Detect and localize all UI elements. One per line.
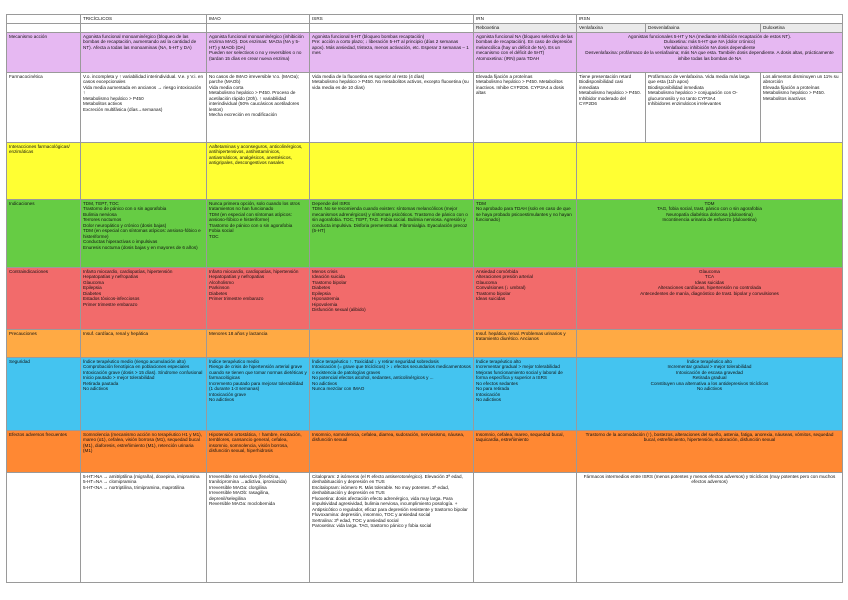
cell-text: Los alimentos disminuyen un 11% su absorción <box>763 73 839 84</box>
row-label-precauciones: Precauciones <box>7 329 81 357</box>
cell-text: Trastorno bipolar <box>312 279 347 285</box>
cell-text: Irreversible no selectivo (fenelzina, tranilcipromina →adictiva, iproniazida) <box>209 473 287 484</box>
table-row <box>7 199 843 267</box>
cell-irsn <box>577 329 843 357</box>
cell-text: Mecha excreción en modificación <box>209 112 277 117</box>
cell-text: No adictivos <box>696 386 723 391</box>
cell-text: Inicio pautado > mejor tolerabilidad <box>83 375 155 380</box>
cell-text: Ideas suicidas <box>694 279 725 285</box>
cell-text: Intoxicación grave (dosis > 15 días). Síndrome confusional <box>83 369 203 375</box>
table-row <box>7 329 843 357</box>
header-triciclicos: TRICÍCLICOS <box>81 15 207 24</box>
cell-triciclicos <box>81 472 207 582</box>
cell-text: Fobia social <box>209 228 234 233</box>
cell-text: Índice terapéutico medio (riesgo acumulación alto) <box>83 358 186 364</box>
row-label-farmacocinetica: Farmacocinética <box>7 72 81 142</box>
cell-desvenlafaxina <box>646 72 761 142</box>
cell-venlafaxina <box>577 72 646 142</box>
cell-text: Profármaco de venlafaxina. Vida media más larga que esta (11h apox) <box>648 73 750 84</box>
cell-text: Hipotensión ortostática, ↑ hambre, excitación, temblores, cansancio general, cefalea, insomnio, somnolencia, visión borrosa, disfunción sexual, hiperhidrosis <box>209 431 302 453</box>
cell-imao <box>207 199 310 267</box>
cell-text: No potencial efectos alcohol, sedantes, anticolinérgicos y ... <box>312 375 434 380</box>
cell-text: TCA <box>704 274 715 279</box>
cell-text: 5-HT<NA → nortriptilina, trimipramina, maprotilina <box>83 484 185 490</box>
cell-text: No efectos sedantes <box>476 380 518 386</box>
cell-text: No adictivos <box>312 380 338 386</box>
table-row <box>7 32 843 72</box>
cell-text: Elevada fijación a proteínas <box>763 84 820 90</box>
cell-triciclicos <box>81 357 207 430</box>
cell-text: Fluvoxamina: depresión, insomnio, TOC y ansiedad social <box>312 512 431 517</box>
cell-text: Insuf. cardíaca, renal y hepática <box>83 330 149 336</box>
cell-irsn <box>577 472 843 582</box>
cell-text: No adictivos <box>209 397 235 402</box>
cell-text: Pueden ser selectivos o no y reversibles o no (tardan 15 días en crear nueva enzima) <box>209 50 302 61</box>
cell-text: Trastorno bipolar <box>476 290 511 296</box>
table-row <box>7 142 843 199</box>
cell-text: Vida media de la fluoxetina es superior al resto (4 días) <box>312 73 425 79</box>
subheader-reboxetina: Reboxetina <box>474 24 577 33</box>
cell-text: Citalopram: 2 isómeros (el R efecto antiserotonérgico). Elevación 3ª edad, deshabituación y depresión en TUS <box>312 473 463 484</box>
row-label-efectos: Efectos adversos frecuentes <box>7 430 81 472</box>
cell-text: Disfunción sexual (alibido) <box>312 307 366 312</box>
cell-text: Trastorno de la acomodación (↑), bostezos, alteraciones del sueño, astenia, fatiga, anorexia, náuseas, vómitos, sequedad bucal, estreñimiento, hipertensión, sudoración, disfunción sexual <box>585 431 834 442</box>
cell-text: Glaucoma <box>699 268 720 274</box>
header-imao: IMAO <box>207 15 310 24</box>
cell-isrs <box>310 142 474 199</box>
cell-text: Insomnio, cefalea, mareo, sequedad bucal, taquicardia, estreñimiento <box>476 431 564 442</box>
cell-text: Agonistas funcionales 5-HT y NA (mediante inhibición recaptación de estos NT). <box>627 33 792 39</box>
cell-text: Nunca primera opción, solo cuando los otros tratamientos no han funcionado <box>209 200 300 211</box>
cell-irn <box>474 72 577 142</box>
cell-text: Primer trimestre embarazo <box>209 296 264 301</box>
header-isrs: ISRS <box>310 15 474 24</box>
cell-text: Intoxicación grave <box>209 391 247 397</box>
cell-text: Metabolitos activos <box>83 101 123 106</box>
cell-text: Atomoxetina: (IRN) para TDAH <box>476 55 540 61</box>
cell-text: TDM (en especial con síntomas atípicos: ansioso-fóbico e histeriforme) <box>83 228 201 239</box>
cell-triciclicos <box>81 72 207 142</box>
cell-text: Ansiedad comórbida <box>476 268 518 274</box>
cell-text: Insuf. hepática, renal. Problemas urinarios y tratamiento diurético. Ancianos <box>476 330 566 341</box>
cell-irn <box>474 357 577 430</box>
header-irsn: IRSN <box>577 15 843 24</box>
cell-text: No adictivos <box>83 386 109 391</box>
cell-text: Pre: acción a corto plazo; ↓ liberación 5-HT al principio (días 2 semanas apox). Más ansiedad, tristeza, menos activación, etc. Esperar 3 semanas – 1 mes <box>312 39 469 55</box>
cell-text: Nunca mezclar con IMAO <box>312 386 365 391</box>
cell-text: TDM (en especial con síntomas atípicos: ansioso-fóbico e histeriforme) <box>209 211 292 222</box>
cell-text: Vida media aumentada en ancianos → riesgo intoxicación ↑ <box>83 84 202 95</box>
cell-triciclicos <box>81 329 207 357</box>
cell-text: Índice terapéutico medio <box>209 358 260 364</box>
cell-text: Metabolismo hepático > conjugación con O-glucuronosilo y no tanto CYP3A4 <box>648 90 738 101</box>
cell-text: Índice terapéutico alto <box>687 358 732 364</box>
cell-text: Incrementar gradual > mejor tolerabilidad <box>667 364 752 369</box>
subheader-blank-2 <box>207 24 310 33</box>
cell-text: TDM <box>476 200 486 206</box>
cell-text: Paroxetina: vida larga. TAG, trastorno pánico y fobia social <box>312 523 432 528</box>
cell-text: Constituyen una alternativa a los antidepresivos tricíclicos <box>650 380 769 386</box>
cell-text: Incontinencia urinaria de esfuerzo (duloxetina) <box>662 217 757 222</box>
cell-text: Alteraciones cardíacas, hipertensión no controlada <box>657 285 762 290</box>
cell-isrs <box>310 72 474 142</box>
table-row <box>7 472 843 582</box>
table-row <box>7 357 843 430</box>
cell-text: Escitalopram: isómero R. Más tolerable. No muy potentes. 3ª edad, deshabituación y depresión en TUS <box>312 484 450 495</box>
cell-text: Epilepsia <box>312 290 331 296</box>
cell-text: Estados tóxicos-infecciosos <box>83 296 140 301</box>
cell-text: Aaftetaminas y aconseguros, anticolinérgicos, antihipertensivos, antihistamínicos, antiasmáticos, analgésicos, anestésicos, antigripales, descongestivos nasales <box>209 143 303 165</box>
cell-text: TAG, fobia social, trast. pánico con o sin agorafobia <box>657 206 762 211</box>
cell-isrs <box>310 329 474 357</box>
cell-irn <box>474 142 577 199</box>
cell-text: Metabolismo hepático > P450. Inhibidor moderado del CYP2D6 <box>579 90 641 106</box>
cell-imao <box>207 472 310 582</box>
cell-irn <box>474 199 577 267</box>
cell-text: Metabolismo hepático > P450 <box>83 95 144 101</box>
cell-text: Neuropatía diabética dolorosa (duloxetina) <box>666 211 753 217</box>
cell-text: Infarto miocardio, cardiopatías, hipertensión <box>209 268 299 274</box>
cell-triciclicos <box>81 430 207 472</box>
cell-text: Hepatopatías y nefropatías <box>209 274 265 279</box>
cell-irn <box>474 267 577 329</box>
subheader-desvenlafaxina: Desvenlafaxina <box>646 24 761 33</box>
cell-irn <box>474 32 577 72</box>
cell-text: No adictivos <box>476 397 502 402</box>
cell-text: Diabetes <box>83 290 102 296</box>
cell-irn <box>474 472 577 582</box>
cell-text: Alteraciones presión arterial <box>476 274 533 279</box>
cell-imao <box>207 142 310 199</box>
cell-triciclicos <box>81 267 207 329</box>
cell-text: TOC <box>209 233 219 239</box>
antidepressants-table <box>6 14 843 583</box>
cell-text: TDM <box>704 200 715 206</box>
cell-irsn <box>577 32 843 72</box>
cell-text: Convulsiones (↓ umbral) <box>476 285 526 290</box>
cell-triciclicos <box>81 142 207 199</box>
cell-text: Antecedentes de manía, diagnóstico de trast. bipolar y convulsiones <box>640 290 779 296</box>
cell-text: 5-HT>NA → amitriptilina (migraña), doxepina, imipramina <box>83 473 200 479</box>
cell-text: Enuresis nocturna (dosis bajas y en mayores de 6 años) <box>83 244 198 250</box>
row-label-contraindicaciones: Contraindicaciones <box>7 267 81 329</box>
cell-text: Diabetes <box>312 285 331 290</box>
cell-text: Índice terapéutico alto <box>476 358 521 364</box>
cell-text: Metabolismo hepático > P450. Proceso de acetilación rápido (20h). ↑ variabilidad interindividual (50% caucásicos acetiladores lentos) <box>209 90 300 112</box>
cell-text: Diabetes <box>209 290 228 296</box>
cell-irn <box>474 329 577 357</box>
cell-triciclicos <box>81 199 207 267</box>
cell-text: Riesgo de crisis de hipertensión arterial grave cuando se tienen que tomar normas dietéticas y farmacológicas <box>209 364 307 380</box>
cell-imao <box>207 329 310 357</box>
cell-text: No casos de IMAO irreversible V.o. (MAOa); parche (MAOb) <box>209 73 299 84</box>
row-label-indicaciones: Indicaciones <box>7 199 81 267</box>
cell-text: Trastorno de pánico con o sin agorafobia <box>209 222 293 228</box>
cell-text: Intoxicación (= grave que tricíclicos) > ↓ efectos secundarios medicamentosos o existencia de patologías graves <box>312 364 471 375</box>
subheader-blank-1 <box>81 24 207 33</box>
cell-imao <box>207 357 310 430</box>
cell-text: Glaucoma <box>476 279 497 285</box>
subheader-empty <box>7 24 81 33</box>
cell-text: Sertralina: 3ª edad, TOC y ansiedad social <box>312 517 399 523</box>
cell-text: Agonista funcional NA (bloqueo selectivo de las bombas de recaptación). En caso de depresión melancólica (hay un déficit de NA). Es un mecanismo con el déficit de 5HT) <box>476 33 573 55</box>
cell-text: Metabolismo hepático > P450. No metabolitos activos, excepto fluoxetina (su vida media es de 10 días) <box>312 79 469 90</box>
cell-imao <box>207 72 310 142</box>
cell-text: Retirada pautada <box>83 380 119 386</box>
cell-irn <box>474 430 577 472</box>
table-body <box>7 32 843 582</box>
cell-text: Fluoxetina: dosis afectación efecto adrenérgico, vida muy larga. Para impulsividad agresividad, bulimia nerviosa, incumplimiento posología. + Antipsicótico o regulador, eficaz para depresión resistente y trastorno bipolar <box>312 495 468 512</box>
cell-imao <box>207 32 310 72</box>
cell-text: Retirada gradual <box>692 375 727 380</box>
cell-text: Hipovolemia <box>312 301 338 307</box>
cell-text: Trastorno de pánico con o sin agorafobia <box>83 206 167 211</box>
header-empty <box>7 15 81 24</box>
cell-text: No aprobado para TDAH (solo en caso de que se haya probado psicoestimulantes y no hayan funcionado) <box>476 206 572 222</box>
row-label-mecanismo: Mecanismo acción <box>7 32 81 72</box>
cell-irsn <box>577 357 843 430</box>
cell-text: Incrementar gradual > mejor tolerabilidad <box>476 364 560 369</box>
cell-irsn <box>577 430 843 472</box>
cell-text: Biodisponibilidad inmediata <box>648 84 704 90</box>
cell-isrs <box>310 357 474 430</box>
table-row <box>7 430 843 472</box>
cell-text: Venlafaxina: inhibición NA dosis dependiente <box>663 44 756 50</box>
cell-text: V.o. incompleta y ↑ variabilidad interindividual. V.e. y V.i. en casos excepcionales <box>83 73 204 84</box>
cell-text: Mejoras funcionamiento social y laboral de forma específica y superior a ISRS <box>476 369 563 380</box>
cell-isrs <box>310 430 474 472</box>
cell-text: Tiene presentación retard <box>579 73 632 79</box>
cell-text: Metabolismo hepático > P450. Metabolitos inactivos <box>763 90 825 101</box>
subheader-blank-3 <box>310 24 474 33</box>
row-label-seguridad: Seguridad <box>7 357 81 430</box>
cell-isrs <box>310 267 474 329</box>
cell-text: Infarto miocardio, cardiopatías, hipertensión <box>83 268 173 274</box>
cell-isrs <box>310 472 474 582</box>
cell-text: Conductas hiperactivas o impulsivas <box>83 239 158 244</box>
cell-text: Irreversible MAOb: rasagilina, deprenil/selegilina <box>209 490 270 501</box>
cell-text: Hiponatremia <box>312 296 340 301</box>
cell-text: Insomnio, somnolencia, cefalea, diarrea, sudoración, nerviosismo, náusea, disfunción sexual <box>312 431 465 442</box>
cell-text: Somnolencia (mecanismo acción no terapéutico H1 y M1), mareo (α1), cefalea, visión borrosa (M1), sequedad bucal (M1), diaforesis, estreñimiento (M1), retención urinaria (M1) <box>83 431 202 453</box>
cell-text: Ideación suicida <box>312 274 345 279</box>
cell-text: Desvenlafaxina: profármaco de la venlafaxina; más NA que esta. También dosis dependiente. A dosis altas, prácticamente inhibe todas las bombas de NA <box>585 50 834 61</box>
cell-irsn <box>577 199 843 267</box>
cell-text: Menores 18 años y lactancia <box>209 330 268 336</box>
cell-text: Parkinson <box>209 285 230 290</box>
cell-text: Agonista funcional monoaminérgico (inhibición enzima MAO). Dos enzimas: MAOa (NA y 5-HT) y MAOb (DA) <box>209 33 304 50</box>
cell-text: Irreversible MAOa: clorgilina <box>209 484 267 490</box>
header-irn: IRN <box>474 15 577 24</box>
cell-text: Bulimia nerviosa <box>83 211 117 217</box>
cell-text: Vida media corta <box>209 84 244 90</box>
cell-text: Índice terapéutico ↑. Toxicidad ↓ y retirar seguridad sobredosis <box>312 358 439 364</box>
cell-text: Agonista funcional monoaminérgico (bloqueo de las bombas de recaptación, aumentando así la cantidad de NT). Afecta a todas las monoaminas (NA, 5-HT y DA) <box>83 33 197 50</box>
cell-text: Reversible MAOa: moclobemida <box>209 501 275 506</box>
cell-irsn <box>577 142 843 199</box>
cell-text: Glaucoma <box>83 279 104 285</box>
cell-text: Depende del ISRS <box>312 200 351 206</box>
cell-text: Ideas suicidas <box>476 296 506 301</box>
table-row <box>7 72 843 142</box>
cell-text: Menos crisis <box>312 268 338 274</box>
cell-text: Fármacos intermedios entre ISRS (menos potentes y menos efectos adversos) y tricíclicos (muy potentes pero con muchos efectos adversos) <box>583 473 836 484</box>
cell-isrs <box>310 32 474 72</box>
cell-text: Elevada fijación a proteínas <box>476 73 533 79</box>
cell-text: Inhibidores enzimáticos irrelevantes <box>648 101 722 106</box>
cell-text: TDM, TEPT, TOC <box>83 200 119 206</box>
cell-text: Agonista funcional 5-HT (bloqueo bombas recaptación) <box>312 33 425 39</box>
cell-text: Metabolismo hepático > P450. Metabolitos inactivos. Inhibe CYP2D6. CYP3A4 a dosis altas <box>476 79 565 95</box>
cell-text: Comprobación fenotípica en poblaciones especiales <box>83 364 190 369</box>
cell-text: Excreción multifásica (días→semanas) <box>83 106 163 112</box>
cell-triciclicos <box>81 32 207 72</box>
cell-text: Terrores nocturnos <box>83 217 122 222</box>
subheader-venlafaxina: Venlafaxina <box>577 24 646 33</box>
cell-imao <box>207 267 310 329</box>
cell-text: Primer trimestre embarazo <box>83 301 138 307</box>
table-row <box>7 267 843 329</box>
cell-text: Epilepsia <box>83 285 102 290</box>
subheader-duloxetina: Duloxetina <box>761 24 843 33</box>
cell-text: Dolor neuropático y crónico (dosis bajas) <box>83 222 167 228</box>
cell-text: Biodisponibilidad casi inmediata <box>579 79 623 90</box>
cell-isrs <box>310 199 474 267</box>
row-label-interacciones: Interacciones farmacológicas/ enzimáticas <box>7 142 81 199</box>
row-label-farmacos <box>7 472 81 582</box>
cell-duloxetina <box>761 72 843 142</box>
cell-text: Intoxicación <box>476 391 501 397</box>
cell-text: TDM. No se recomienda cuando existen: síntomas melancólicos (mejor mecanismos adrenérgicos) y síntomas psicóticos. Trastorno de pánico con o sin agorafobia. TOC, TEPT, TAG. Fobia social. Bulimia nerviosa. Agresión y conducta impulsiva. Disforia premenstrual. Fibromialgia. Eyaculación precoz (5-HT) <box>312 206 468 233</box>
cell-imao <box>207 430 310 472</box>
cell-text: 5-HT=NA → clomipramina <box>83 479 137 484</box>
cell-text: No para retirada <box>476 386 510 391</box>
cell-irsn <box>577 267 843 329</box>
cell-text: Hepatopatías y nefropatías <box>83 274 139 279</box>
cell-text: Duloxetina: más 5-HT que NA (dolor crónico) <box>663 39 756 44</box>
cell-text: Intoxicación de escasa gravedad <box>676 369 743 375</box>
cell-text: Alcoholismo <box>209 279 234 285</box>
cell-text: Incremento pautado para mejorar tolerabilidad (1 durante 1-3 semanas) <box>209 380 304 391</box>
